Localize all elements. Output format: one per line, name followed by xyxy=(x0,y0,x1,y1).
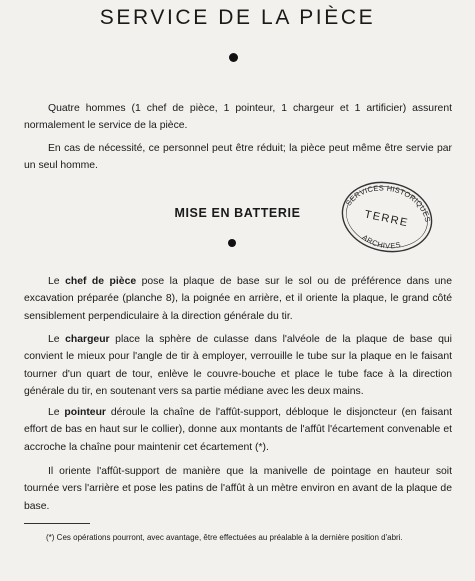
archive-stamp xyxy=(332,171,441,263)
intro-paragraph-1: Quatre hommes (1 chef de pièce, 1 pointeur, 1 chargeur et 1 artificier) assurent normalement le service de la pièce. xyxy=(24,103,452,132)
intro-paragraph-2: En cas de nécessité, ce personnel peut être réduit; la pièce peut même être servie par un seul homme. xyxy=(24,143,452,172)
pointeur-paragraph xyxy=(24,404,452,456)
orient-paragraph: Il oriente l'affût-support de manière que la manivelle de pointage en hauteur soit tournée vers l'arrière et pose les patins de l'affût à un mètre environ en avant de la plaque de base. xyxy=(24,466,452,512)
pointeur-text: déroule la chaîne de l'affût-support, débloque le disjoncteur (en faisant effort de bas en haut sur le collier), donne aux montants de l'affût l'écartement convenable et accroche la chaîne pour maintenir cet écartement (*). xyxy=(24,407,452,453)
chef-lead: Le xyxy=(48,276,66,287)
footnote-divider xyxy=(24,523,90,524)
page-title: SERVICE DE LA PIÈCE xyxy=(99,6,376,29)
footnote-text: (*) Ces opérations pourront, avec avantage, être effectuées au préalable à la dernière position d'abri. xyxy=(46,533,403,542)
stamp-center-text: TERRE xyxy=(363,208,410,230)
chef-keyword: chef de pièce xyxy=(65,276,137,287)
title-bullet xyxy=(229,53,238,62)
section-title: MISE EN BATTERIE xyxy=(174,206,301,220)
stamp-top-text: SERVICES HISTORIQUES xyxy=(343,183,433,223)
chef-paragraph xyxy=(24,273,452,325)
chargeur-keyword: chargeur xyxy=(65,334,110,345)
chargeur-text: place la sphère de culasse dans l'alvéole de la plaque de base qui convient le mieux pour l'angle de tir à employer, verrouille le tube sur la plaque en le faisant tourner d'un quart de tour, enlève le couvre-bouche et place le tube face à la direction générale du tir, en soutenant vers sa partie médiane avec les deux mains. xyxy=(24,334,452,397)
pointeur-keyword: pointeur xyxy=(64,407,106,418)
section-bullet xyxy=(228,239,236,247)
stamp-bottom-text: ARCHIVES xyxy=(360,232,402,251)
chef-text: pose la plaque de base sur le sol ou de préférence dans une excavation préparée (planche 8), la poignée en arrière, et il oriente la plaque, le grand côté sensiblement perpendiculaire à la direction générale du tir. xyxy=(24,276,452,322)
chargeur-paragraph xyxy=(24,331,452,400)
chargeur-lead: Le xyxy=(48,334,66,345)
pointeur-lead: Le xyxy=(48,407,65,418)
